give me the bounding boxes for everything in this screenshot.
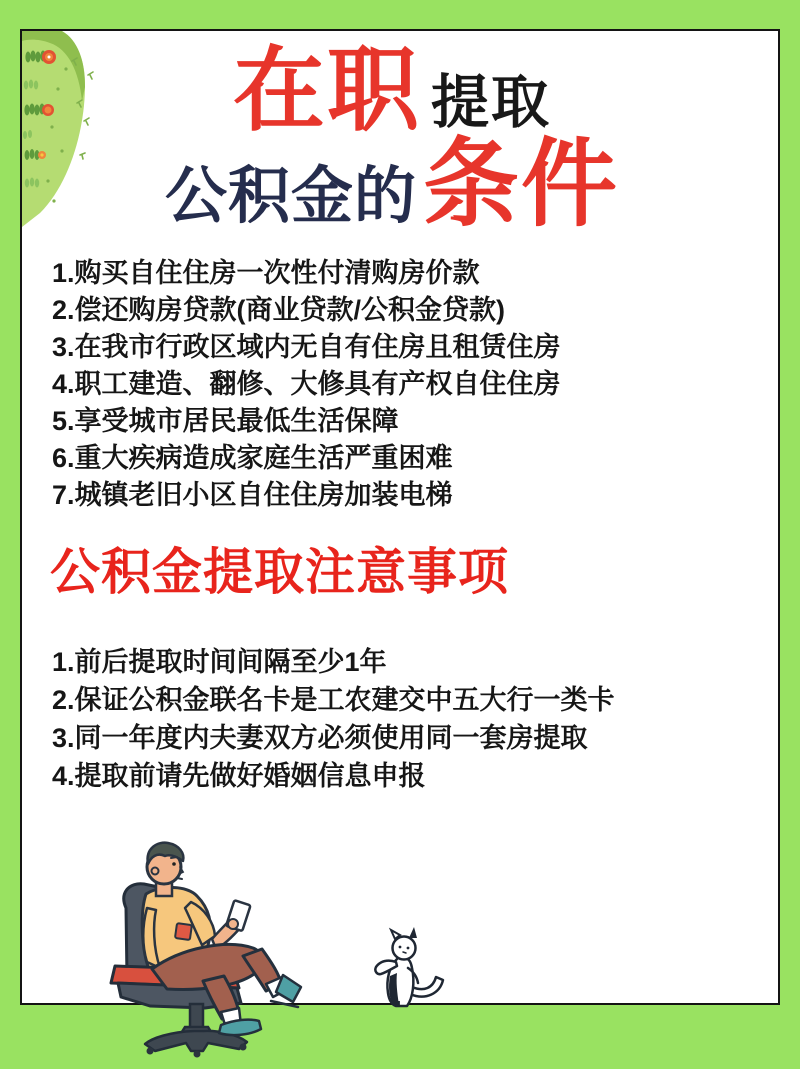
poster-title (14, 31, 770, 238)
conditions-list (52, 255, 758, 514)
condition-item-6: 6.重大疾病造成家庭生活严重困难 (52, 443, 453, 473)
poster-card (20, 29, 780, 1005)
title-line-2 (14, 131, 770, 238)
title-accent-text: 在职 (232, 40, 421, 142)
notes-list (52, 643, 758, 795)
title-accent-text-2: 条件 (423, 131, 619, 238)
note-item-4: 4.提取前请先做好婚姻信息申报 (52, 760, 426, 791)
condition-item-3: 3.在我市行政区域内无自有住房且租赁住房 (52, 332, 561, 362)
notice-section-heading: 公积金提取注意事项 (50, 544, 509, 600)
condition-item-1: 1.购买自住住房一次性付清购房价款 (52, 258, 480, 288)
condition-item-5: 5.享受城市居民最低生活保障 (52, 406, 399, 436)
note-item-2: 2.保证公积金联名卡是工农建交中五大行一类卡 (52, 684, 615, 715)
condition-item-7: 7.城镇老旧小区自住住房加装电梯 (52, 480, 453, 510)
note-item-1: 1.前后提取时间间隔至少1年 (52, 646, 387, 677)
condition-item-4: 4.职工建造、翻修、大修具有产权自住住房 (52, 369, 561, 399)
title-plain-text: 提取 (431, 70, 552, 135)
title-line-1 (14, 40, 770, 142)
condition-item-2: 2.偿还购房贷款(商业贷款/公积金贷款) (52, 295, 506, 325)
title-navy-text: 公积金的 (164, 162, 417, 231)
note-item-3: 3.同一年度内夫妻双方必须使用同一套房提取 (52, 722, 588, 753)
